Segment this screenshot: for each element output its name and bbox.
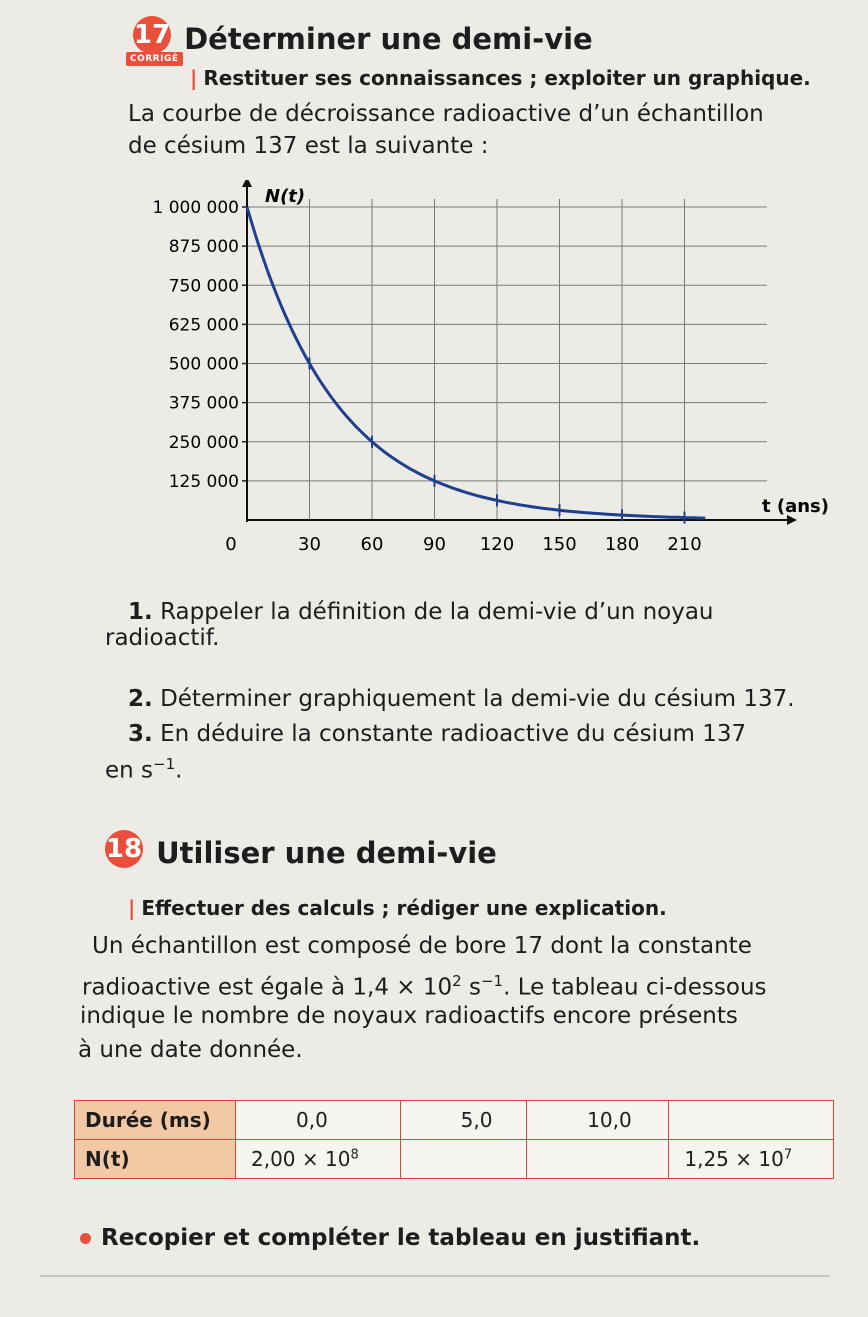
x-tick-label: 90	[423, 534, 446, 555]
y-tick-label: 750 000	[168, 276, 239, 297]
table-cell	[400, 1140, 527, 1179]
statement-text: indique le nombre de noyaux radioactifs encore présents	[80, 1003, 738, 1029]
table-header-cell: N(t)	[75, 1140, 236, 1179]
question-3: 3. En déduire la constante radioactive du césium 137	[128, 721, 747, 747]
x-tick-labels	[225, 534, 701, 555]
x-tick-label: 30	[298, 534, 321, 555]
divider	[40, 1275, 830, 1277]
skill-line: | Restituer ses connaissances ; exploiter un graphique.	[190, 66, 811, 90]
table-header-cell: Durée (ms)	[75, 1101, 236, 1140]
x-tick-label: 210	[667, 534, 702, 555]
exercise-title: Déterminer une demi-vie	[184, 21, 593, 56]
exercise-18-header	[105, 830, 497, 870]
y-tick-label: 250 000	[168, 432, 239, 453]
question-1: 1. Rappeler la définition de la demi-vie d’un noyau	[128, 599, 714, 625]
x-tick-label: 120	[479, 534, 515, 555]
corrige-badge: CORRIGÉ	[126, 52, 183, 66]
statement-text: à une date donnée.	[78, 1037, 303, 1063]
y-tick-labels	[152, 198, 239, 492]
table-cell: 5,0	[400, 1101, 527, 1140]
statement-text: Un échantillon est composé de bore 17 dont la constante	[92, 933, 752, 959]
exercise-number-badge: 18	[105, 830, 143, 868]
skill-line: | Effectuer des calculs ; rédiger une explication.	[128, 896, 667, 920]
exercise-17-header	[133, 16, 593, 56]
data-table	[74, 1100, 834, 1179]
table-cell: $1,25 \times 10^7$	[669, 1140, 834, 1179]
statement-text: radioactive est égale à $1,4 \times 10^2$ $s^{-1}$. Le tableau ci-dessous	[82, 972, 767, 1001]
question-1-cont: radioactif.	[105, 625, 220, 651]
y-tick-label: 875 000	[168, 237, 239, 258]
exercise-title: Utiliser une demi-vie	[156, 835, 497, 870]
intro-text: de césium 137 est la suivante :	[128, 133, 489, 159]
bullet-icon	[80, 1233, 91, 1244]
y-tick-label: 375 000	[168, 393, 239, 414]
decay-chart	[135, 180, 835, 575]
chart-series	[247, 207, 705, 524]
intro-text: La courbe de décroissance radioactive d’un échantillon	[128, 101, 764, 127]
y-tick-label: 125 000	[168, 471, 239, 492]
x-tick-label: 0	[225, 534, 237, 555]
y-tick-label: 625 000	[168, 315, 239, 336]
table-cell: 10,0	[527, 1101, 669, 1140]
x-axis-label: t (ans)	[762, 496, 829, 517]
y-axis-label: N(t)	[265, 186, 306, 207]
chart-grid	[247, 199, 767, 520]
table-cell: $2,00 \times 10^8$	[236, 1140, 401, 1179]
table-row	[75, 1101, 834, 1140]
table-cell	[669, 1101, 834, 1140]
exercise-number-badge: 17	[133, 16, 171, 54]
x-tick-label: 60	[360, 534, 384, 555]
chart-axes	[242, 180, 797, 525]
y-tick-label: 1 000 000	[152, 198, 239, 218]
table-row	[75, 1140, 834, 1179]
y-tick-label: 500 000	[168, 354, 239, 375]
y-axis-arrow-icon	[242, 180, 252, 187]
decay-curve	[247, 207, 705, 518]
instruction: Recopier et compléter le tableau en justifiant.	[80, 1222, 700, 1255]
table-cell	[527, 1140, 669, 1179]
x-tick-label: 180	[604, 534, 640, 555]
question-3-cont: en $s^{-1}$.	[105, 755, 183, 784]
table-cell: 0,0	[236, 1101, 401, 1140]
x-tick-label: 150	[542, 534, 577, 555]
question-2: 2. Déterminer graphiquement la demi-vie du césium 137.	[128, 686, 795, 712]
